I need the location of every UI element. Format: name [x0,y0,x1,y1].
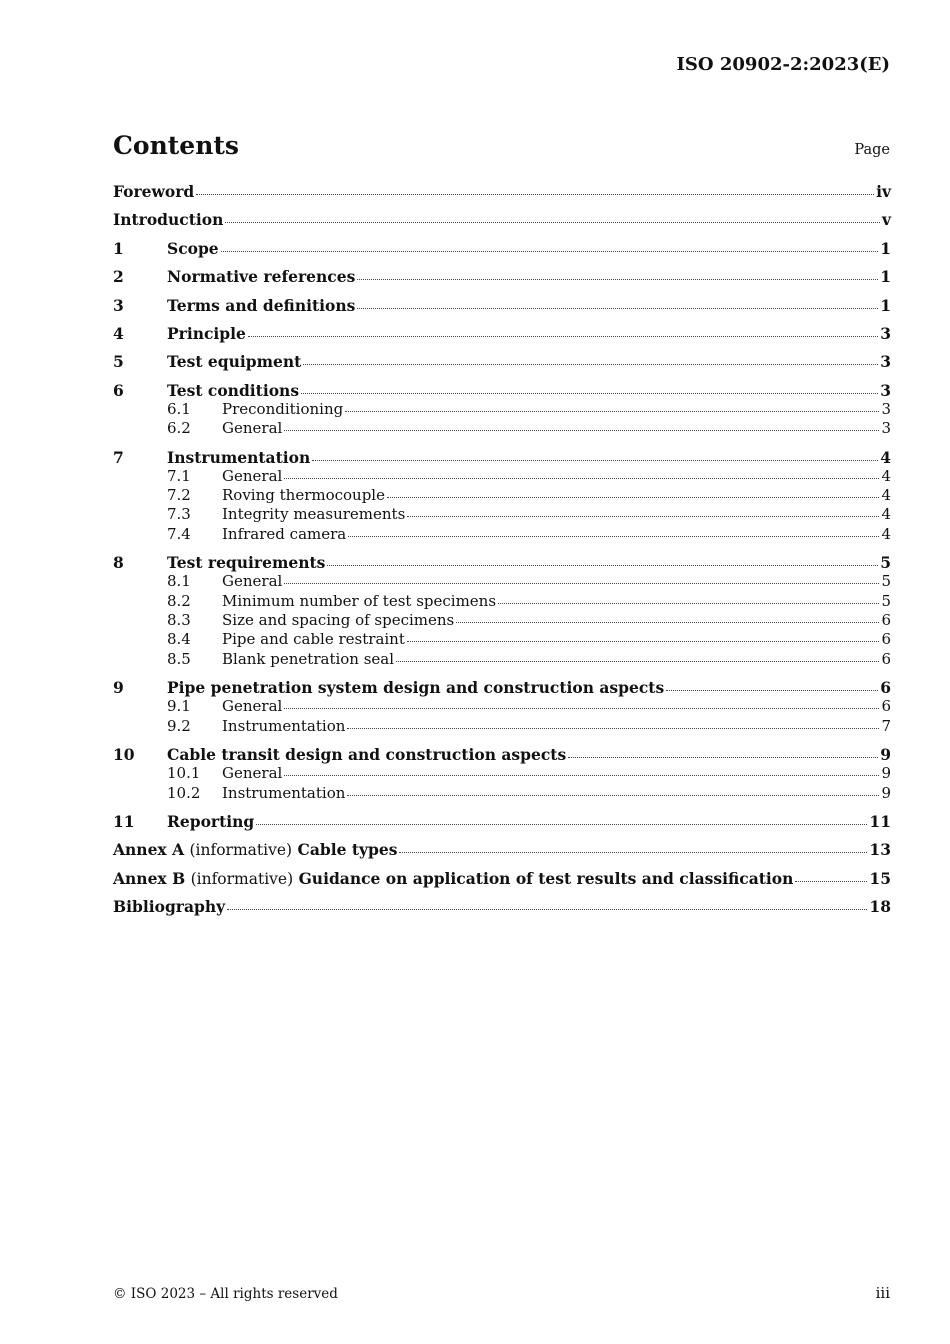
toc-entry-title [222,527,346,542]
dot-leader [227,909,867,910]
dot-leader [456,622,879,623]
dot-leader [347,728,879,729]
toc-entry-page: 5 [880,553,891,572]
toc-entry-title [222,574,282,589]
toc-entry-number: 8 [113,553,124,572]
toc-entry-title [222,786,345,801]
footer-copyright: © ISO 2023 – All rights reserved [113,1286,338,1302]
dot-leader [387,497,879,498]
toc-entry-number: 4 [113,324,124,343]
dot-leader [225,222,880,223]
toc-entry[interactable] [113,421,891,436]
toc-entry-number: 8.4 [167,630,191,648]
toc-entry-number: 1 [113,239,124,258]
toc-entry[interactable] [113,488,891,503]
toc-entry-page: 4 [880,448,891,467]
toc-entry-text: Introduction [113,210,224,229]
toc-entry-title [167,354,301,370]
toc-entry-title [167,298,355,314]
toc-entry[interactable] [113,719,891,734]
footer-page-number: iii [875,1284,890,1302]
toc-entry[interactable] [113,613,891,628]
toc-entry[interactable] [113,212,891,228]
toc-entry[interactable] [113,871,891,888]
dot-leader [327,565,878,566]
toc-entry[interactable] [113,699,891,714]
toc-entry-number: 10.1 [167,764,201,782]
toc-entry[interactable] [113,555,891,571]
toc-entry-title [167,747,566,763]
toc-entry-title [222,507,405,522]
dot-leader [498,603,879,604]
dot-leader [666,690,878,691]
toc-entry[interactable] [113,814,891,830]
toc-entry-page: 4 [881,525,891,543]
toc-entry-number: 9 [113,678,124,697]
toc-entry[interactable] [113,383,891,399]
toc-entry[interactable] [113,594,891,609]
toc-entry-title [113,899,225,915]
toc-entry[interactable] [113,527,891,542]
toc-entry-title [167,680,664,696]
toc-entry-page: 1 [880,296,891,315]
dot-leader [196,194,874,195]
toc-entry-text: Test conditions [167,381,300,400]
toc-entry-page: 3 [880,352,891,371]
toc-entry-text: Minimum number of test specimens [222,592,497,610]
toc-entry-page: 6 [880,678,891,697]
toc-entry-text: Cable transit design and construction aspects [167,745,567,764]
toc-entry-text: Normative references [167,267,356,286]
toc-entry-text: Pipe penetration system design and construction aspects [167,678,665,697]
toc-entry-text: Preconditioning [222,400,344,418]
toc-entry-page: 4 [881,505,891,523]
toc-entry[interactable] [113,298,891,314]
toc-entry-text: Infrared camera [222,525,347,543]
toc-entry-page: 6 [881,611,891,629]
dot-leader [407,641,880,642]
toc-entry[interactable] [113,899,891,915]
toc-entry-number: 10.2 [167,784,201,802]
toc-entry-title [113,871,793,888]
dot-leader [357,279,878,280]
doc-id-header: ISO 20902-2:2023(E) [676,54,890,75]
toc-entry-number: 8.2 [167,592,191,610]
toc-entry-text: Test equipment [167,352,302,371]
toc-entry[interactable] [113,680,891,696]
toc-entry-page: 9 [881,764,891,782]
toc-entry-page: 1 [880,239,891,258]
toc-entry-title [222,402,343,417]
toc-entry-page: 4 [881,467,891,485]
toc-entry[interactable] [113,241,891,257]
toc-entry-text: Scope [167,239,219,258]
toc-entry-title [222,469,282,484]
toc-entry-title [113,842,397,859]
toc-entry[interactable] [113,507,891,522]
toc-entry-page: 13 [869,840,891,859]
toc-entry[interactable] [113,450,891,466]
toc-entry-number: 7 [113,448,124,467]
toc-entry-text: Pipe and cable restraint [222,630,405,648]
toc-entry-title [222,766,282,781]
toc-entry[interactable] [113,747,891,763]
toc-entry-text: General [222,419,283,437]
toc-entry-number: 7.3 [167,505,191,523]
page-title: Contents [113,131,240,160]
annex-type: (informative) [190,870,294,888]
dot-leader [303,364,878,365]
toc-entry-text: Roving thermocouple [222,486,385,504]
toc-entry-text: Instrumentation [222,784,346,802]
toc-entry-text: General [222,467,283,485]
toc-entry-number: 8.5 [167,650,191,668]
toc-entry-text: Integrity measurements [222,505,406,523]
toc-entry-page: 3 [881,400,891,418]
toc-entry-page: 5 [881,572,891,590]
toc-entry[interactable] [113,574,891,589]
toc-entry-text: Instrumentation [167,448,311,467]
toc-entry-page: iv [876,182,891,201]
toc-entry-number: 8.1 [167,572,191,590]
dot-leader [284,478,879,479]
toc-entry-text: Guidance on application of test results and classification [298,869,794,888]
toc-entry-page: 4 [881,486,891,504]
toc-entry-text: Blank penetration seal [222,650,395,668]
dot-leader [221,251,879,252]
toc-entry[interactable] [113,184,891,200]
toc-entry-text: Instrumentation [222,717,346,735]
toc-entry-title [113,184,194,200]
toc-entry-page: 3 [880,324,891,343]
toc-entry-page: 9 [881,784,891,802]
dot-leader [407,516,879,517]
toc-entry-title [222,652,394,667]
toc-entry-page: 6 [881,650,891,668]
dot-leader [345,411,879,412]
toc-entry-title [222,632,405,647]
dot-leader [347,795,879,796]
dot-leader [284,583,879,584]
toc-entry-text: Cable types [297,840,398,859]
toc-entry-title [222,719,345,734]
toc-entry-title [167,326,246,342]
toc-entry-text: Foreword [113,182,195,201]
toc-entry-number: 5 [113,352,124,371]
toc-entry-number: 7.1 [167,467,191,485]
annex-label: Annex B [113,869,186,888]
toc-entry-number: 6.1 [167,400,191,418]
toc-entry-page: 15 [869,869,891,888]
toc-entry[interactable] [113,269,891,285]
toc-entry-title [222,613,454,628]
toc-entry-page: 3 [881,419,891,437]
toc-entry-text: Size and spacing of specimens [222,611,455,629]
toc-entry-text: General [222,697,283,715]
toc-entry-page: 7 [881,717,891,735]
toc-entry-number: 11 [113,812,135,831]
toc-entry-page: 5 [881,592,891,610]
dot-leader [301,393,878,394]
annex-label: Annex A [113,840,185,859]
toc-entry-title [222,594,496,609]
toc-entry-number: 7.4 [167,525,191,543]
toc-entry-title [167,555,325,571]
toc-entry[interactable] [113,354,891,370]
dot-leader [312,460,878,461]
toc-entry-title [222,699,282,714]
toc-entry-number: 10 [113,745,135,764]
toc-entry-text: Reporting [167,812,255,831]
dot-leader [396,661,879,662]
toc-entry-title [167,814,254,830]
dot-leader [399,852,867,853]
toc-entry-page: 3 [880,381,891,400]
toc-entry-number: 6 [113,381,124,400]
dot-leader [357,308,878,309]
toc-entry[interactable] [113,402,891,417]
toc-entry-title [167,383,299,399]
toc-entry-number: 9.1 [167,697,191,715]
toc-entry-number: 7.2 [167,486,191,504]
toc-entry-text: Principle [167,324,246,343]
toc-entry[interactable] [113,326,891,342]
toc-entry[interactable] [113,469,891,484]
toc-entry-title [167,269,355,285]
toc-entry-number: 3 [113,296,124,315]
toc-entry-text: General [222,572,283,590]
dot-leader [284,430,879,431]
toc-entry-page: 18 [869,897,891,916]
toc-entry-text: Bibliography [113,897,226,916]
page-column-label: Page [854,142,890,158]
toc-entry-page: 9 [880,745,891,764]
toc-entry[interactable] [113,652,891,667]
toc-entry-page: 6 [881,630,891,648]
toc-entry-number: 8.3 [167,611,191,629]
toc-entry-title [167,450,310,466]
toc-entry-title [222,421,282,436]
toc-entry-text: Terms and definitions [167,296,356,315]
annex-type: (informative) [189,841,293,859]
toc-entry-title [222,488,385,503]
toc-entry-title [113,212,223,228]
toc-entry-number: 2 [113,267,124,286]
dot-leader [256,824,867,825]
toc-entry-page: 11 [869,812,891,831]
toc-entry-number: 9.2 [167,717,191,735]
dot-leader [348,536,879,537]
toc-entry[interactable] [113,786,891,801]
toc-entry[interactable] [113,842,891,859]
dot-leader [795,881,867,882]
dot-leader [248,336,878,337]
toc-entry[interactable] [113,766,891,781]
toc-entry-page: 1 [880,267,891,286]
toc-entry-number: 6.2 [167,419,191,437]
dot-leader [568,757,878,758]
dot-leader [284,708,879,709]
toc-entry[interactable] [113,632,891,647]
toc-entry-page: v [881,210,891,229]
dot-leader [284,775,879,776]
toc-entry-text: Test requirements [167,553,326,572]
toc-entry-title [167,241,219,257]
toc-entry-text: General [222,764,283,782]
toc-entry-page: 6 [881,697,891,715]
